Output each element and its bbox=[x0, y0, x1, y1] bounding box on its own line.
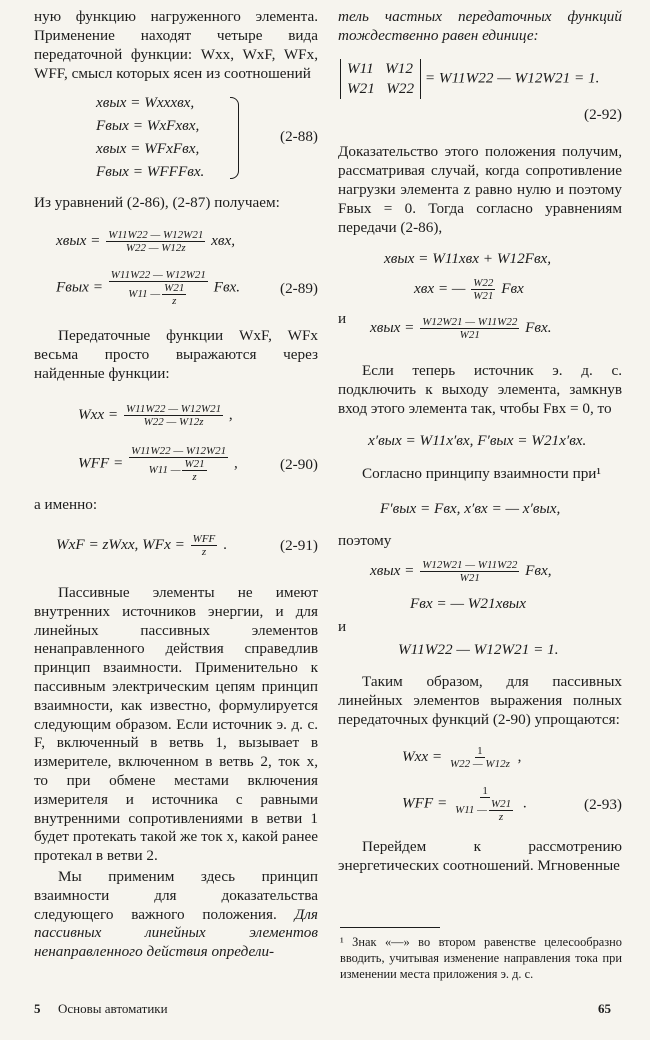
e10-num: 1 bbox=[482, 785, 488, 797]
m21: W21 bbox=[347, 80, 375, 97]
eq4-num: W11W22 — W12W21 bbox=[131, 445, 227, 457]
equation-2-93 bbox=[338, 783, 622, 825]
left-paragraph-1: ную функцию нагруженного элемента. Применение находят четыре вида передаточной функции: Wxx, WxF, WFx, WFF, смысл которых ясен из соотношений bbox=[34, 8, 318, 82]
eq4-lhs: WFF = bbox=[78, 454, 124, 472]
left-paragraph-6a: Мы применим здесь принцип взаимности для доказательства следующего важного положения. bbox=[34, 867, 318, 923]
right-paragraph-3: Если теперь источник э. д. с. подключить к выходу элемента, замкнув вход этого элемента так, чтобы Fвх = 0, то bbox=[338, 362, 622, 417]
equation-x-out-2 bbox=[338, 309, 622, 347]
footnote: ¹ Знак «—» во втором равенстве целесообразно вводить, учитывая изменение направления тока при изменении места приложения э. д. с. bbox=[340, 935, 622, 981]
eq3-lhs: Wxx = bbox=[78, 405, 119, 423]
e10-den-a: W11 — bbox=[455, 804, 487, 817]
eq1-num: W11W22 — W12W21 bbox=[108, 228, 204, 241]
eq5-num: WFF bbox=[192, 532, 216, 545]
equation-2-89 bbox=[34, 268, 318, 308]
right-column bbox=[338, 0, 622, 875]
e2-den: W21 bbox=[473, 289, 494, 302]
system-line-4: Fвых = WFFFвх. bbox=[96, 163, 205, 180]
eq4-den-fnum: W21 bbox=[184, 458, 205, 470]
left-paragraph-5: Пассивные элементы не имеют внутренних источников энергии, и для линейных пассивных элементов ненаправленного действия справедлив принцип взаимности. Применительно к пассивным электрическим цепям принцип взаимности, как известно, формулируется следующим образом. Если источник э. д. с. F, включенный в ветвь 1, вызывает в измерителе, включенном в ветвь 2, ток x, то при обмене местами включения измерителя и источника с равными внутренними сопротивлениями в ветви 1 будет протекать такой же ток x, какой ранее протекал в ветви 2. bbox=[34, 584, 318, 865]
e6-den: W21 bbox=[459, 571, 480, 584]
equation-number-2-90: (2-90) bbox=[280, 455, 318, 473]
e3-tail: Fвх. bbox=[525, 318, 552, 336]
left-paragraph-4: а именно: bbox=[34, 496, 98, 513]
equation-primed-1 bbox=[338, 426, 622, 454]
m11: W11 bbox=[347, 60, 374, 77]
equation-number-2-88: (2-88) bbox=[280, 128, 318, 145]
equation-2-92 bbox=[338, 57, 622, 101]
right-paragraph-6: Таким образом, для пассивных линейных элементов выражения полных передаточных функций (2-90) упрощаются: bbox=[338, 673, 622, 728]
book-title: Основы автоматики bbox=[58, 1001, 168, 1016]
and-2: и bbox=[338, 617, 347, 635]
signature-mark: 5 bbox=[34, 1001, 41, 1016]
system-line-1: xвых = Wxxxвх, bbox=[96, 94, 195, 111]
system-line-2: Fвых = WxFxвх, bbox=[96, 117, 200, 134]
equation-number-2-89: (2-89) bbox=[280, 279, 318, 297]
eq5-den: z bbox=[201, 545, 207, 558]
right-paragraph-4: Согласно принципу взаимности при¹ bbox=[362, 465, 601, 482]
e10-den-fden: z bbox=[498, 811, 504, 823]
page-number: 65 bbox=[598, 1001, 611, 1016]
left-paragraph-3: Передаточные функции WxF, WFx весьма просто выражаются через найденные функции: bbox=[34, 327, 318, 382]
eq5-tail: . bbox=[223, 535, 227, 553]
eq1-den: W22 — W12z bbox=[125, 241, 186, 254]
footnote-rule bbox=[340, 927, 440, 928]
e10-den-fnum: W21 bbox=[490, 798, 512, 810]
eq2-num: W11W22 — W12W21 bbox=[110, 269, 206, 281]
eq3-den: W22 — W12z bbox=[143, 415, 204, 428]
e1: xвых = W11xвх + W12Fвх, bbox=[384, 249, 552, 267]
equation-number-2-92: (2-92) bbox=[584, 106, 622, 123]
right-paragraph-2: Доказательство этого положения получим, рассматривая случай, когда сопротивление нагрузки элемента z равно нулю и поэтому Fвых = 0. Тогда согласно уравнениям передачи (2-86), bbox=[338, 143, 622, 236]
equation-f-in bbox=[338, 590, 622, 616]
equation-system-2-88 bbox=[34, 91, 318, 187]
m12: W12 bbox=[385, 60, 413, 77]
eq4-tail: , bbox=[233, 454, 238, 472]
equation-number-2-93: (2-93) bbox=[584, 795, 622, 813]
equation-x-out-3 bbox=[338, 552, 622, 590]
eq3-tail: , bbox=[228, 405, 233, 423]
e10-tail: . bbox=[522, 794, 527, 812]
e3-num: W12W21 — W11W22 bbox=[422, 315, 518, 328]
e6-num: W12W21 — W11W22 bbox=[422, 558, 518, 571]
eq2-den-fnum: W21 bbox=[164, 282, 185, 294]
m22: W22 bbox=[386, 80, 415, 97]
eq4-den-fden: z bbox=[192, 471, 197, 483]
e8: W11W22 — W12W21 = 1. bbox=[398, 640, 559, 658]
right-paragraph-1: тель частных передаточных функций тождественно равен единице: bbox=[338, 8, 622, 44]
left-paragraph-2: Из уравнений (2-86), (2-87) получаем: bbox=[34, 194, 280, 211]
e9-tail: , bbox=[517, 747, 522, 765]
eq2-tail: Fвх. bbox=[213, 278, 241, 296]
e9-lhs: Wxx = bbox=[402, 747, 443, 765]
eq2-lhs: Fвых = bbox=[56, 278, 103, 296]
right-paragraph-5: поэтому bbox=[338, 532, 392, 549]
left-paragraph-6b: Для пассивных линейных элементов ненаправленного действия определи- bbox=[34, 905, 318, 961]
e3-den: W21 bbox=[459, 328, 480, 341]
equation-determinant-result bbox=[338, 636, 622, 662]
system-line-3: xвых = WFxFвх, bbox=[96, 140, 200, 157]
equation-wxx-passive bbox=[338, 739, 622, 775]
determinant-matrix bbox=[340, 59, 421, 99]
eq5-a: WxF = zWxx, WFx = bbox=[56, 535, 185, 553]
equation-2-91 bbox=[34, 528, 318, 562]
left-paragraph-6 bbox=[34, 868, 318, 962]
right-paragraph-7: Перейдем к рассмотрению энергетических соотношений. Мгновенные bbox=[338, 838, 622, 874]
equation-x-out-1 bbox=[338, 245, 622, 271]
and-1: и bbox=[338, 310, 347, 327]
equation-primed-2 bbox=[338, 493, 622, 523]
e2-num: W22 bbox=[473, 276, 494, 289]
e4: x′вых = W11x′вх, F′вых = W21x′вх. bbox=[368, 431, 587, 449]
eq2-den-fden: z bbox=[172, 295, 177, 307]
eq1-tail: xвх, bbox=[211, 231, 235, 249]
eq3-num: W11W22 — W12W21 bbox=[125, 402, 222, 415]
e10-lhs: WFF = bbox=[402, 794, 448, 812]
e3-lhs: xвых = bbox=[370, 318, 415, 336]
e5: F′вых = Fвх, x′вх = — x′вых, bbox=[380, 499, 561, 517]
e6-tail: Fвх, bbox=[525, 561, 552, 579]
left-column bbox=[34, 0, 318, 962]
equation-number-2-91: (2-91) bbox=[280, 536, 318, 554]
equation-wxx bbox=[34, 395, 318, 435]
e9-num: 1 bbox=[477, 744, 483, 757]
equation-x-out bbox=[34, 224, 318, 258]
right-brace bbox=[230, 97, 239, 179]
eq2-den-a: W11 — bbox=[128, 288, 161, 301]
equation-and-2 bbox=[338, 616, 622, 636]
e2-lhs: xвх = — bbox=[414, 279, 466, 297]
e9-den: W22 — W12z bbox=[449, 757, 510, 770]
eq4-den-a: W11 — bbox=[148, 464, 181, 477]
equation-x-in bbox=[338, 271, 622, 307]
e7: Fвх = — W21xвых bbox=[410, 594, 526, 612]
e2-tail: Fвх bbox=[501, 279, 524, 297]
equation-2-90 bbox=[34, 443, 318, 485]
e6-lhs: xвых = bbox=[370, 561, 415, 579]
eq1-lhs: xвых = bbox=[56, 231, 101, 249]
det-rhs: = W11W22 — W12W21 = 1. bbox=[424, 69, 600, 87]
